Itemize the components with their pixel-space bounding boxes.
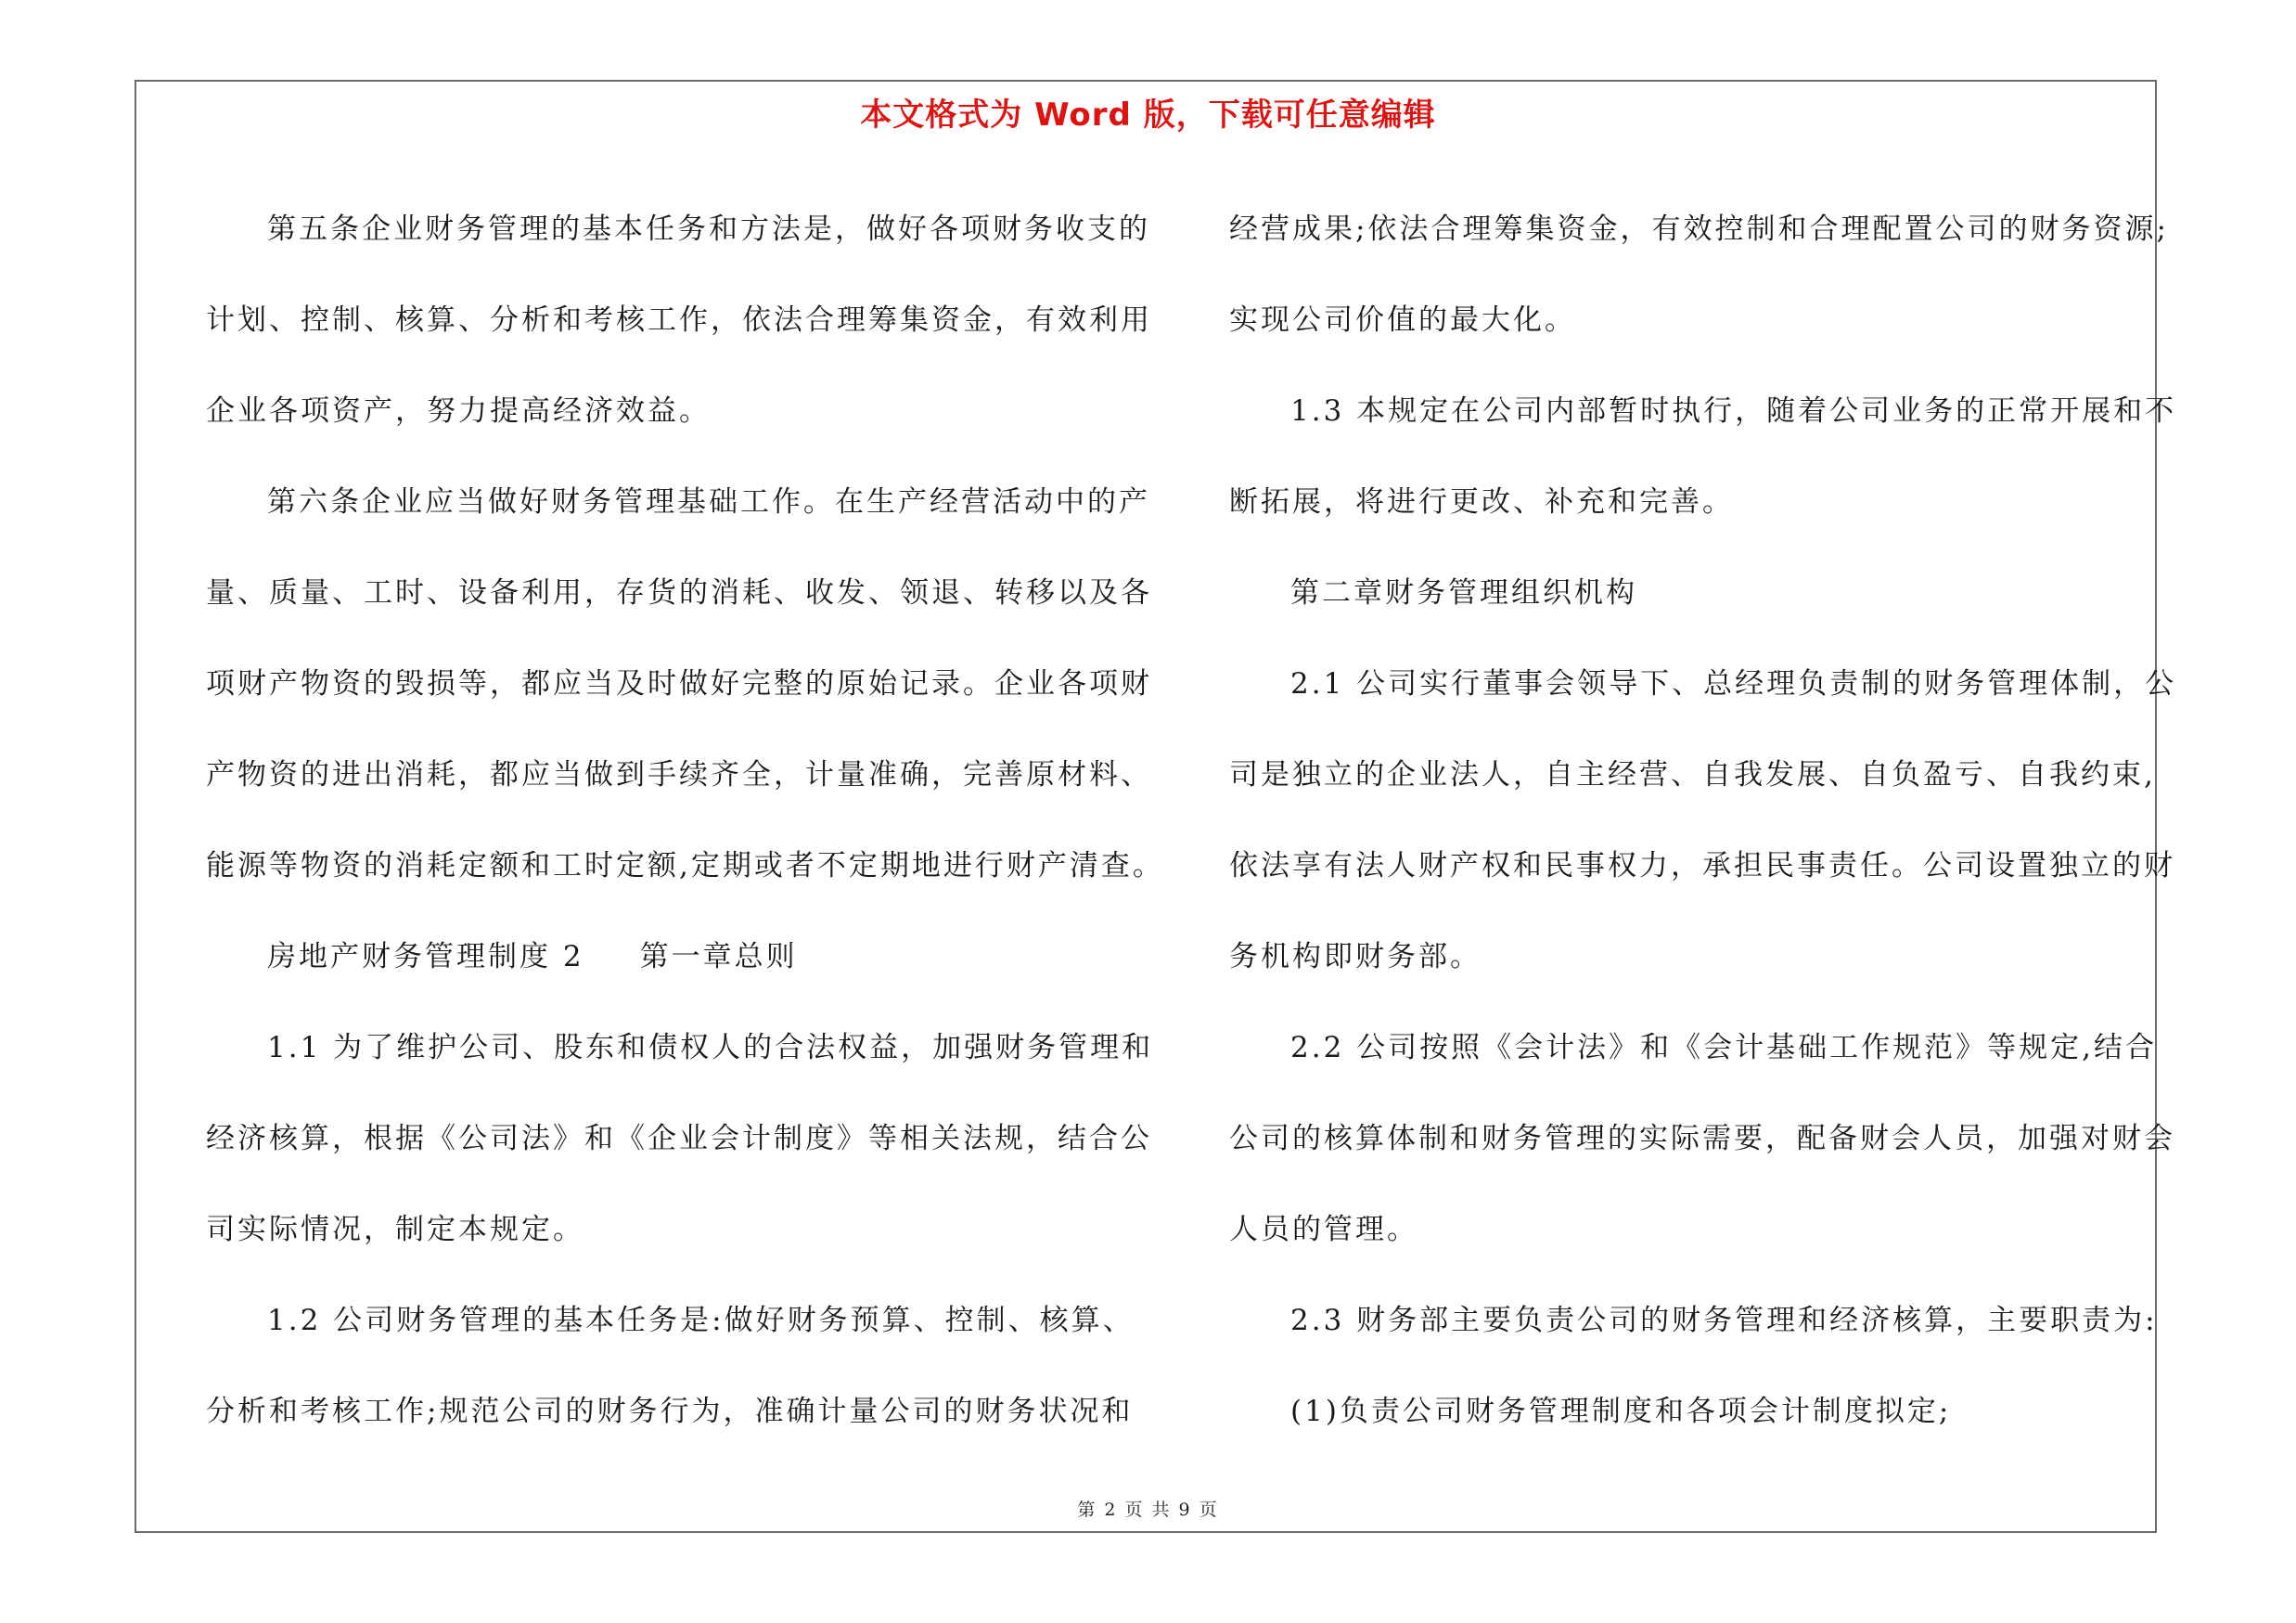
text-line: 人员的管理。	[1229, 1213, 1418, 1246]
chapter-heading: 第二章财务管理组织机构	[1290, 576, 1637, 610]
page-number-footer: 第 2 页 共 9 页	[1077, 1500, 1219, 1520]
text-line: 公司的核算体制和财务管理的实际需要，配备财会人员，加强对财会	[1229, 1122, 2175, 1155]
text-line: 2.3 财务部主要负责公司的财务管理和经济核算，主要职责为:	[1290, 1304, 2158, 1337]
text-line: 司是独立的企业法人，自主经营、自我发展、自负盈亏、自我约束,	[1229, 758, 2156, 792]
text-line: 第五条企业财务管理的基本任务和方法是，做好各项财务收支的	[267, 213, 1150, 246]
text-line: 量、质量、工时、设备利用，存货的消耗、收发、领退、转移以及各	[206, 576, 1152, 610]
text-line: 司实际情况，制定本规定。	[206, 1213, 584, 1246]
text-line: 1.3 本规定在公司内部暂时执行，随着公司业务的正常开展和不	[1290, 394, 2177, 428]
word-format-banner: 本文格式为 Word 版，下载可任意编辑	[860, 97, 1436, 134]
text-line: 产物资的进出消耗，都应当做到手续齐全，计量准确，完善原材料、	[206, 758, 1152, 792]
text-line: 计划、控制、核算、分析和考核工作，依法合理筹集资金，有效利用	[206, 303, 1152, 337]
text-line: 能源等物资的消耗定额和工时定额,定期或者不定期地进行财产清查。	[206, 849, 1164, 882]
text-line: 1.2 公司财务管理的基本任务是:做好财务预算、控制、核算、	[267, 1304, 1135, 1337]
text-line: 1.1 为了维护公司、股东和债权人的合法权益，加强财务管理和	[267, 1031, 1154, 1064]
text-line: 务机构即财务部。	[1229, 940, 1481, 973]
text-line: (1)负责公司财务管理制度和各项会计制度拟定;	[1290, 1395, 1952, 1428]
text-line: 分析和考核工作;规范公司的财务行为，准确计量公司的财务状况和	[206, 1395, 1134, 1428]
text-line: 2.2 公司按照《会计法》和《会计基础工作规范》等规定,结合	[1290, 1031, 2158, 1064]
chapter-title: 第一章总则	[639, 940, 798, 973]
right-column	[1229, 184, 2177, 1457]
text-line: 2.1 公司实行董事会领导下、总经理负责制的财务管理体制，公	[1290, 667, 2177, 701]
document-title: 房地产财务管理制度 2	[267, 940, 584, 973]
text-line: 断拓展，将进行更改、补充和完善。	[1229, 485, 1734, 519]
left-column	[206, 184, 1164, 1457]
text-line: 依法享有法人财产权和民事权力，承担民事责任。公司设置独立的财	[1229, 849, 2175, 882]
text-line: 实现公司价值的最大化。	[1229, 303, 1576, 337]
text-line: 第六条企业应当做好财务管理基础工作。在生产经营活动中的产	[267, 485, 1150, 519]
text-line: 经营成果;依法合理筹集资金，有效控制和合理配置公司的财务资源;	[1229, 213, 2169, 246]
text-line: 企业各项资产，努力提高经济效益。	[206, 394, 711, 428]
text-line: 经济核算，根据《公司法》和《企业会计制度》等相关法规，结合公	[206, 1122, 1152, 1155]
section-heading-line	[206, 911, 1134, 1002]
text-line: 项财产物资的毁损等，都应当及时做好完整的原始记录。企业各项财	[206, 667, 1152, 701]
